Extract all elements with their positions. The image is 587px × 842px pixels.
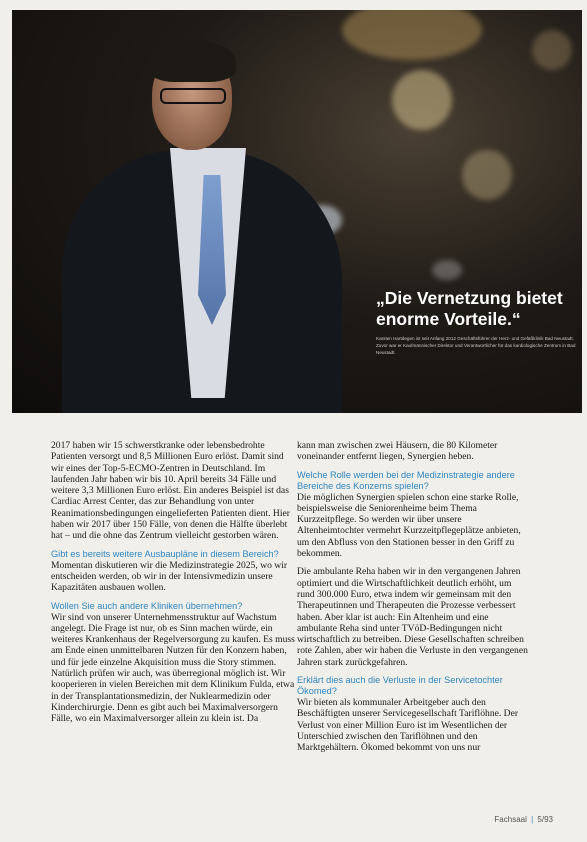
magazine-name: Fachsaal	[494, 815, 527, 824]
paragraph: kann man zwischen zwei Häusern, die 80 Kilometer voneinander entfernt liegen, Synergien heben.	[297, 440, 498, 463]
interview-question: Welche Rolle werden bei der Medizinstrategie andere Bereiche des Konzerns spielen?	[297, 469, 515, 491]
person-glasses	[160, 88, 226, 104]
text-column-right	[297, 440, 529, 761]
page-footer	[494, 815, 553, 824]
text-column-left	[51, 440, 295, 732]
person-hair	[148, 40, 236, 82]
photo-caption: Karsten Hartdegen ist seit Anfang 2012 Geschäftsführer der Herz- und Gefäßklinik Bad Neustadt. Zuvor war er Kaufmännischer Direktor und Verantwortlicher für das kardiologische Zentrum in Bad Neustadt.	[376, 336, 576, 355]
paragraph: Wir bieten als kommunaler Arbeitgeber auch den Beschäftigten unserer Servicegesellschaft Tariflöhne. Der Verlust von einer Million Euro ist im Wesentlichen der Unterschied zwischen den Tariflöhnen und den Marktgehältern. Ökomed bekommt von uns nur	[297, 697, 519, 754]
paragraph: 2017 haben wir 15 schwerstkranke oder lebensbedrohte Patienten versorgt und 8,5 Millionen Euro erlöst. Damit sind wir eines der Top-5-ECMO-Zentren in Deutschland. Im laufenden Jahr haben wir bis 10. April bereits 34 Fälle und weitere 3,3 Millionen Euro erlöst. Ein anderes Beispiel ist das Cardiac Arrest Center, das zur Behandlung von unter Reanimationsbedingungen eingelieferten Patienten dient. Hier haben wir 2017 über 150 Fälle, von denen die Hälfte überlebt hat – und die ohne das Zentrum vielleicht gestorben wären.	[51, 440, 290, 542]
paragraph: Wir sind von unserer Unternehmensstruktur auf Wachstum angelegt. Die Frage ist nur, ob es Sinn machen würde, ein weiteres Krankenhaus der Regelversorgung zu kaufen. Es muss am Ende einen unmittelbaren Nutzen für den Konzern haben, und für jede einzelne Akquisition muss die Story stimmen. Natürlich prüfen wir auch, was überregional möglich ist. Wir kooperieren in vielen Bereichen mit dem Klinikum Fulda, etwa in der Transplantationsmedizin, der Nuklearmedizin oder Kinderchirurgie. Denn es gibt auch bei Maximalversorgern Fälle, wo ein Maximalversorger allein zu klein ist. Da	[51, 611, 295, 725]
interview-question: Erklärt dies auch die Verluste in der Servicetochter Ökomed?	[297, 675, 503, 697]
interview-question: Gibt es bereits weitere Ausbaupläne in diesem Bereich?	[51, 548, 279, 559]
paragraph: Die möglichen Synergien spielen schon eine starke Rolle, beispielsweise die Seniorenheime beim Thema Kurzzeitpflege. So werden wir über unsere Altenheimtochter vermehrt Kurzzeitpflegeplätze anbieten, um den Abfluss von den Stationen besser in den Griff zu bekommen.	[297, 491, 521, 560]
paragraph: Momentan diskutieren wir die Medizinstrategie 2025, wo wir entscheiden werden, ob wir in der Intensivmedizin unsere Kapazitäten ausbauen wollen.	[51, 559, 288, 594]
pull-quote: „Die Vernetzung bietet enorme Vorteile.“	[376, 288, 563, 329]
paragraph: Die ambulante Reha haben wir in den vergangenen Jahren optimiert und die Wirtschaftlichkeit deutlich erhöht, um rund 300.000 Euro, etwa indem wir gemeinsam mit den Therapeutinnen und Therapeuten die Prozesse verbessert haben. Aber klar ist auch: Ein Altenheim und eine ambulante Reha sind unter TVöD-Bedingungen nicht wirtschaftlich zu betreiben. Diese Gesellschaften schreiben rote Zahlen, aber wir haben die Verluste in den vergangenen Jahren stark zurückgefahren.	[297, 566, 528, 668]
footer-separator: |	[531, 815, 534, 824]
interview-question: Wollen Sie auch andere Kliniken übernehmen?	[51, 600, 243, 611]
page-number: 5/93	[537, 815, 553, 824]
portrait-photo	[12, 10, 582, 413]
